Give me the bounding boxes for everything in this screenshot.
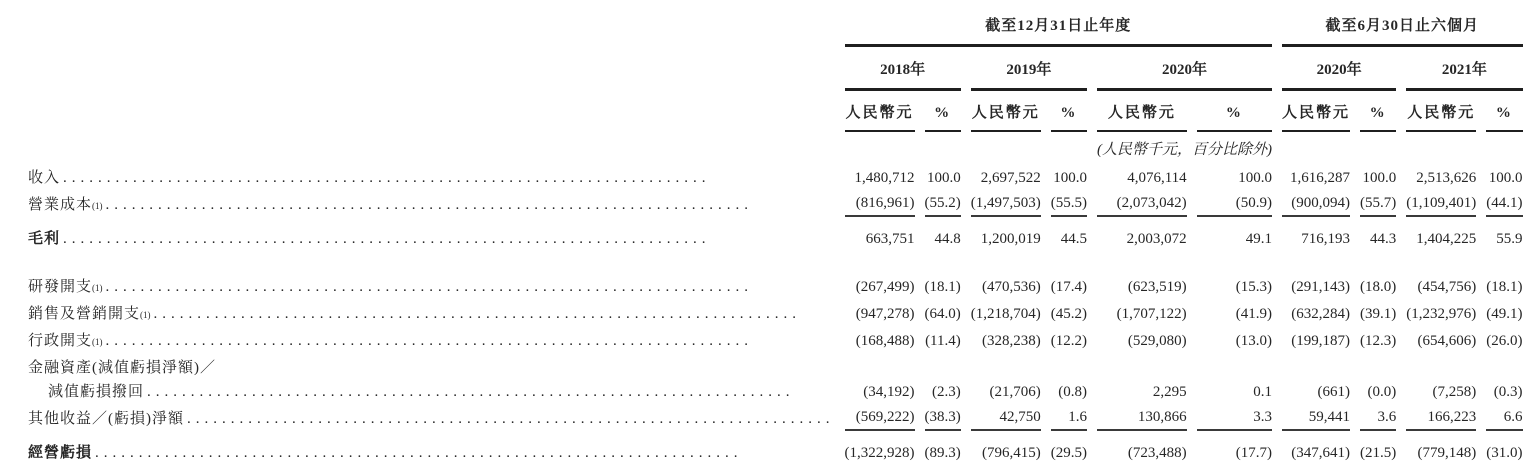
percent-cell: 49.1 bbox=[1245, 231, 1272, 247]
percent-cell: (29.5) bbox=[1050, 445, 1087, 461]
percent-cell: (0.8) bbox=[1058, 384, 1087, 400]
percent-cell: (50.9) bbox=[1197, 190, 1272, 217]
percent-cell: 44.3 bbox=[1370, 231, 1397, 247]
dot-leader bbox=[106, 333, 835, 350]
percent-cell: 100.0 bbox=[1238, 170, 1272, 186]
year-header-2021-interim: 2021年 bbox=[1406, 47, 1522, 91]
dot-leader bbox=[106, 279, 835, 296]
amount-cell: 42,750 bbox=[971, 404, 1041, 431]
row-label-text: 營業成本 bbox=[28, 197, 93, 213]
amount-cell: (1,109,401) bbox=[1406, 190, 1476, 217]
percent-cell: (18.1) bbox=[924, 279, 961, 295]
amount-cell: (168,488) bbox=[855, 333, 915, 349]
row-label bbox=[28, 431, 835, 466]
amount-cell: (328,238) bbox=[982, 333, 1041, 349]
percent-cell: 100.0 bbox=[1053, 170, 1087, 186]
amount-cell: (291,143) bbox=[1291, 279, 1351, 295]
table-row bbox=[28, 190, 1523, 217]
dot-leader bbox=[63, 231, 834, 248]
row-label-text: 研發開支 bbox=[28, 279, 93, 295]
row-label-text: 毛利 bbox=[28, 231, 61, 247]
amount-cell: (779,148) bbox=[1417, 445, 1477, 461]
percent-cell: (12.2) bbox=[1050, 333, 1087, 349]
percent-cell: 3.3 bbox=[1197, 404, 1272, 431]
percent-cell: (17.4) bbox=[1050, 279, 1087, 295]
units-note-row bbox=[28, 132, 1523, 163]
amount-cell: 2,295 bbox=[1152, 384, 1187, 400]
corner-spacer bbox=[28, 6, 835, 47]
table-row bbox=[28, 217, 1523, 252]
dot-leader bbox=[187, 411, 835, 428]
table-row bbox=[28, 299, 1523, 326]
row-label: 行政開支 (1) ..... bbox=[28, 326, 835, 353]
percent-cell: (11.4) bbox=[925, 333, 961, 349]
percent-cell: (64.0) bbox=[924, 306, 961, 322]
amount-cell: (267,499) bbox=[855, 279, 915, 295]
percent-header: % bbox=[1486, 91, 1522, 132]
period-header-row bbox=[28, 6, 1523, 47]
year-header-row bbox=[28, 47, 1523, 91]
currency-header: 人民幣元 bbox=[1097, 91, 1187, 132]
percent-cell: (2.3) bbox=[932, 384, 961, 400]
row-label bbox=[28, 163, 835, 190]
percent-cell: (18.0) bbox=[1360, 279, 1397, 295]
percent-cell: (39.1) bbox=[1360, 306, 1397, 322]
amount-cell: (454,756) bbox=[1417, 279, 1477, 295]
percent-cell: (26.0) bbox=[1486, 333, 1523, 349]
percent-cell: (12.3) bbox=[1360, 333, 1397, 349]
amount-cell: 166,223 bbox=[1406, 404, 1476, 431]
amount-cell: (569,222) bbox=[845, 404, 915, 431]
amount-cell: 4,076,114 bbox=[1127, 170, 1187, 186]
spacer-cell bbox=[28, 132, 1087, 163]
row-label bbox=[28, 217, 835, 252]
amount-cell: 1,480,712 bbox=[854, 170, 915, 186]
table-row bbox=[28, 353, 1523, 377]
amount-cell: 2,697,522 bbox=[980, 170, 1041, 186]
currency-header: 人民幣元 bbox=[845, 91, 915, 132]
year-header-2019: 2019年 bbox=[971, 47, 1087, 91]
percent-cell: (89.3) bbox=[924, 445, 961, 461]
percent-cell: 6.6 bbox=[1486, 404, 1522, 431]
percent-cell: (17.7) bbox=[1235, 445, 1272, 461]
amount-cell: (900,094) bbox=[1282, 190, 1350, 217]
dot-leader bbox=[147, 384, 834, 401]
row-label-text: 減值虧損撥回 bbox=[48, 384, 145, 400]
amount-cell: (661) bbox=[1317, 384, 1351, 400]
spacer-cell bbox=[1282, 132, 1523, 163]
table-row bbox=[28, 326, 1523, 353]
corner-spacer bbox=[28, 91, 835, 132]
amount-cell: (796,415) bbox=[982, 445, 1041, 461]
row-label: 營業成本 (1) ..... bbox=[28, 190, 835, 217]
amount-cell: (1,322,928) bbox=[844, 445, 915, 461]
amount-cell: (7,258) bbox=[1432, 384, 1477, 400]
amount-cell: (470,536) bbox=[982, 279, 1041, 295]
currency-header: 人民幣元 bbox=[1282, 91, 1350, 132]
amount-cell: (816,961) bbox=[845, 190, 915, 217]
percent-cell: 1.6 bbox=[1051, 404, 1087, 431]
percent-cell: (31.0) bbox=[1486, 445, 1523, 461]
corner-spacer bbox=[28, 47, 835, 91]
percent-cell: 44.5 bbox=[1060, 231, 1087, 247]
percent-cell: (0.3) bbox=[1493, 384, 1523, 400]
row-label-text: 經營虧損 bbox=[28, 445, 93, 461]
percent-cell: 0.1 bbox=[1253, 384, 1272, 400]
percent-cell: (45.2) bbox=[1050, 306, 1087, 322]
percent-cell: (38.3) bbox=[925, 404, 961, 431]
spacer-row bbox=[28, 252, 1523, 272]
amount-cell: 716,193 bbox=[1301, 231, 1351, 247]
percent-cell: (49.1) bbox=[1486, 306, 1523, 322]
currency-header-row bbox=[28, 91, 1523, 132]
amount-cell: (654,606) bbox=[1417, 333, 1477, 349]
year-header-2020: 2020年 bbox=[1097, 47, 1272, 91]
dot-leader bbox=[106, 197, 835, 214]
percent-cell: (41.9) bbox=[1235, 306, 1272, 322]
row-label-text: 其他收益／(虧損)淨額 bbox=[28, 411, 184, 427]
amount-cell: (947,278) bbox=[855, 306, 915, 322]
row-label bbox=[28, 377, 835, 404]
amount-cell: (21,706) bbox=[989, 384, 1041, 400]
amount-cell: (529,080) bbox=[1127, 333, 1187, 349]
percent-cell: (55.7) bbox=[1360, 190, 1396, 217]
percent-cell: (55.2) bbox=[925, 190, 961, 217]
amount-cell: (199,187) bbox=[1291, 333, 1351, 349]
percent-header: % bbox=[925, 91, 961, 132]
amount-cell: 1,404,225 bbox=[1416, 231, 1477, 247]
dot-leader bbox=[154, 306, 835, 323]
percent-header: % bbox=[1197, 91, 1272, 132]
year-header-2020-interim: 2020年 bbox=[1282, 47, 1396, 91]
row-label-text: 行政開支 bbox=[28, 333, 93, 349]
amount-cell: (1,497,503) bbox=[971, 190, 1041, 217]
percent-cell: 100.0 bbox=[927, 170, 961, 186]
row-label bbox=[28, 353, 1523, 377]
spacer-cell bbox=[28, 252, 1523, 272]
percent-cell: (44.1) bbox=[1486, 190, 1522, 217]
amount-cell: (632,284) bbox=[1291, 306, 1351, 322]
amount-cell: 663,751 bbox=[865, 231, 915, 247]
period-header-annual: 截至12月31日止年度 bbox=[845, 6, 1273, 47]
table-row bbox=[28, 404, 1523, 431]
currency-header: 人民幣元 bbox=[1406, 91, 1476, 132]
percent-cell: 55.9 bbox=[1496, 231, 1523, 247]
percent-cell: 3.6 bbox=[1360, 404, 1396, 431]
row-label-text: 收入 bbox=[28, 170, 61, 186]
amount-cell: (1,707,122) bbox=[1116, 306, 1187, 322]
amount-cell: 1,200,019 bbox=[980, 231, 1041, 247]
percent-cell: (55.5) bbox=[1051, 190, 1087, 217]
percent-cell: 100.0 bbox=[1488, 170, 1523, 186]
percent-cell: (18.1) bbox=[1486, 279, 1523, 295]
percent-cell: (13.0) bbox=[1235, 333, 1272, 349]
table-row bbox=[28, 431, 1523, 466]
units-note: (人民幣千元，百分比除外) bbox=[1097, 142, 1272, 158]
dot-leader bbox=[95, 445, 834, 462]
row-label: 銷售及營銷開支 (1) ..... bbox=[28, 299, 835, 326]
amount-cell: 59,441 bbox=[1282, 404, 1350, 431]
percent-cell: (0.0) bbox=[1367, 384, 1397, 400]
dot-leader bbox=[63, 170, 834, 187]
currency-header: 人民幣元 bbox=[971, 91, 1041, 132]
row-label-text: 金融資產(減值虧損淨額)／ bbox=[28, 360, 216, 376]
amount-cell: 2,003,072 bbox=[1126, 231, 1187, 247]
percent-cell: 100.0 bbox=[1362, 170, 1397, 186]
percent-cell: 44.8 bbox=[934, 231, 961, 247]
amount-cell: (723,488) bbox=[1127, 445, 1187, 461]
amount-cell: (34,192) bbox=[863, 384, 915, 400]
amount-cell: (2,073,042) bbox=[1097, 190, 1187, 217]
amount-cell: 130,866 bbox=[1097, 404, 1187, 431]
percent-cell: (15.3) bbox=[1235, 279, 1272, 295]
amount-cell: 2,513,626 bbox=[1416, 170, 1477, 186]
financial-summary-table bbox=[18, 6, 1533, 466]
table-row bbox=[28, 163, 1523, 190]
percent-header: % bbox=[1051, 91, 1087, 132]
row-label: 研發開支 (1) ..... bbox=[28, 272, 835, 299]
table-row bbox=[28, 272, 1523, 299]
row-label-text: 銷售及營銷開支 bbox=[28, 306, 141, 322]
amount-cell: 1,616,287 bbox=[1290, 170, 1351, 186]
prospectus-financial-summary-page bbox=[0, 6, 1523, 461]
amount-cell: (1,218,704) bbox=[970, 306, 1041, 322]
amount-cell: (1,232,976) bbox=[1406, 306, 1477, 322]
row-label bbox=[28, 404, 835, 431]
amount-cell: (623,519) bbox=[1127, 279, 1187, 295]
table-row bbox=[28, 377, 1523, 404]
period-header-interim: 截至6月30日止六個月 bbox=[1282, 6, 1523, 47]
amount-cell: (347,641) bbox=[1291, 445, 1351, 461]
percent-cell: (21.5) bbox=[1360, 445, 1397, 461]
percent-header: % bbox=[1360, 91, 1396, 132]
year-header-2018: 2018年 bbox=[845, 47, 961, 91]
